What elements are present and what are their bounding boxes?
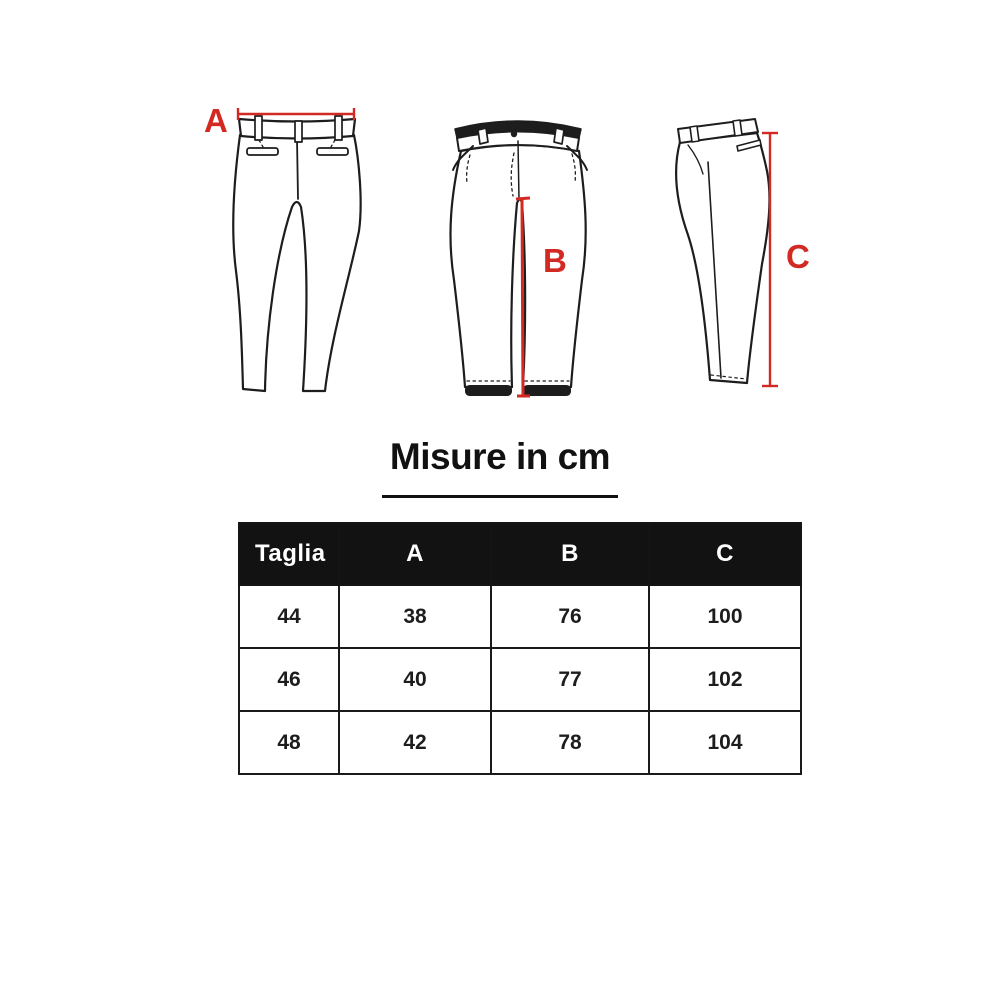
pants-front-view	[430, 100, 610, 410]
cell-48-c: 104	[649, 711, 801, 774]
cell-46-b: 77	[491, 648, 649, 711]
cell-size-48: 48	[239, 711, 339, 774]
waist-button	[511, 131, 517, 137]
header-measure-a: A	[339, 523, 491, 585]
cell-size-46: 46	[239, 648, 339, 711]
belt-loop	[335, 116, 342, 140]
cell-size-44: 44	[239, 585, 339, 648]
measure-label-a: A	[204, 102, 228, 139]
size-table-header-row	[239, 523, 801, 585]
cell-44-a: 38	[339, 585, 491, 648]
cell-44-b: 76	[491, 585, 649, 648]
page-title: Misure in cm	[389, 436, 611, 477]
left-hem	[465, 385, 512, 396]
belt-loop	[295, 121, 302, 142]
size-row-44	[239, 585, 801, 648]
belt-loop	[733, 120, 742, 136]
size-table	[238, 522, 802, 775]
cell-48-a: 42	[339, 711, 491, 774]
back-pocket	[317, 148, 348, 155]
header-taglia: Taglia	[239, 523, 339, 585]
right-hem	[523, 385, 571, 396]
back-pocket	[247, 148, 278, 155]
front-seam	[518, 141, 519, 200]
cell-46-c: 102	[649, 648, 801, 711]
pants-side-body	[676, 133, 769, 383]
belt-loop	[690, 126, 699, 142]
belt-loop	[554, 128, 564, 144]
cell-44-c: 100	[649, 585, 801, 648]
measure-label-c: C	[786, 238, 810, 275]
pants-back-view	[180, 95, 380, 415]
size-row-48	[239, 711, 801, 774]
header-measure-c: C	[649, 523, 801, 585]
center-back-seam	[297, 139, 298, 199]
pants-side-view	[650, 80, 820, 400]
cell-48-b: 78	[491, 711, 649, 774]
size-row-46	[239, 648, 801, 711]
cell-46-a: 40	[339, 648, 491, 711]
belt-loop	[255, 116, 262, 140]
title-underline	[382, 495, 618, 498]
measure-label-b: B	[543, 242, 567, 279]
belt-loop	[478, 128, 488, 144]
header-measure-b: B	[491, 523, 649, 585]
